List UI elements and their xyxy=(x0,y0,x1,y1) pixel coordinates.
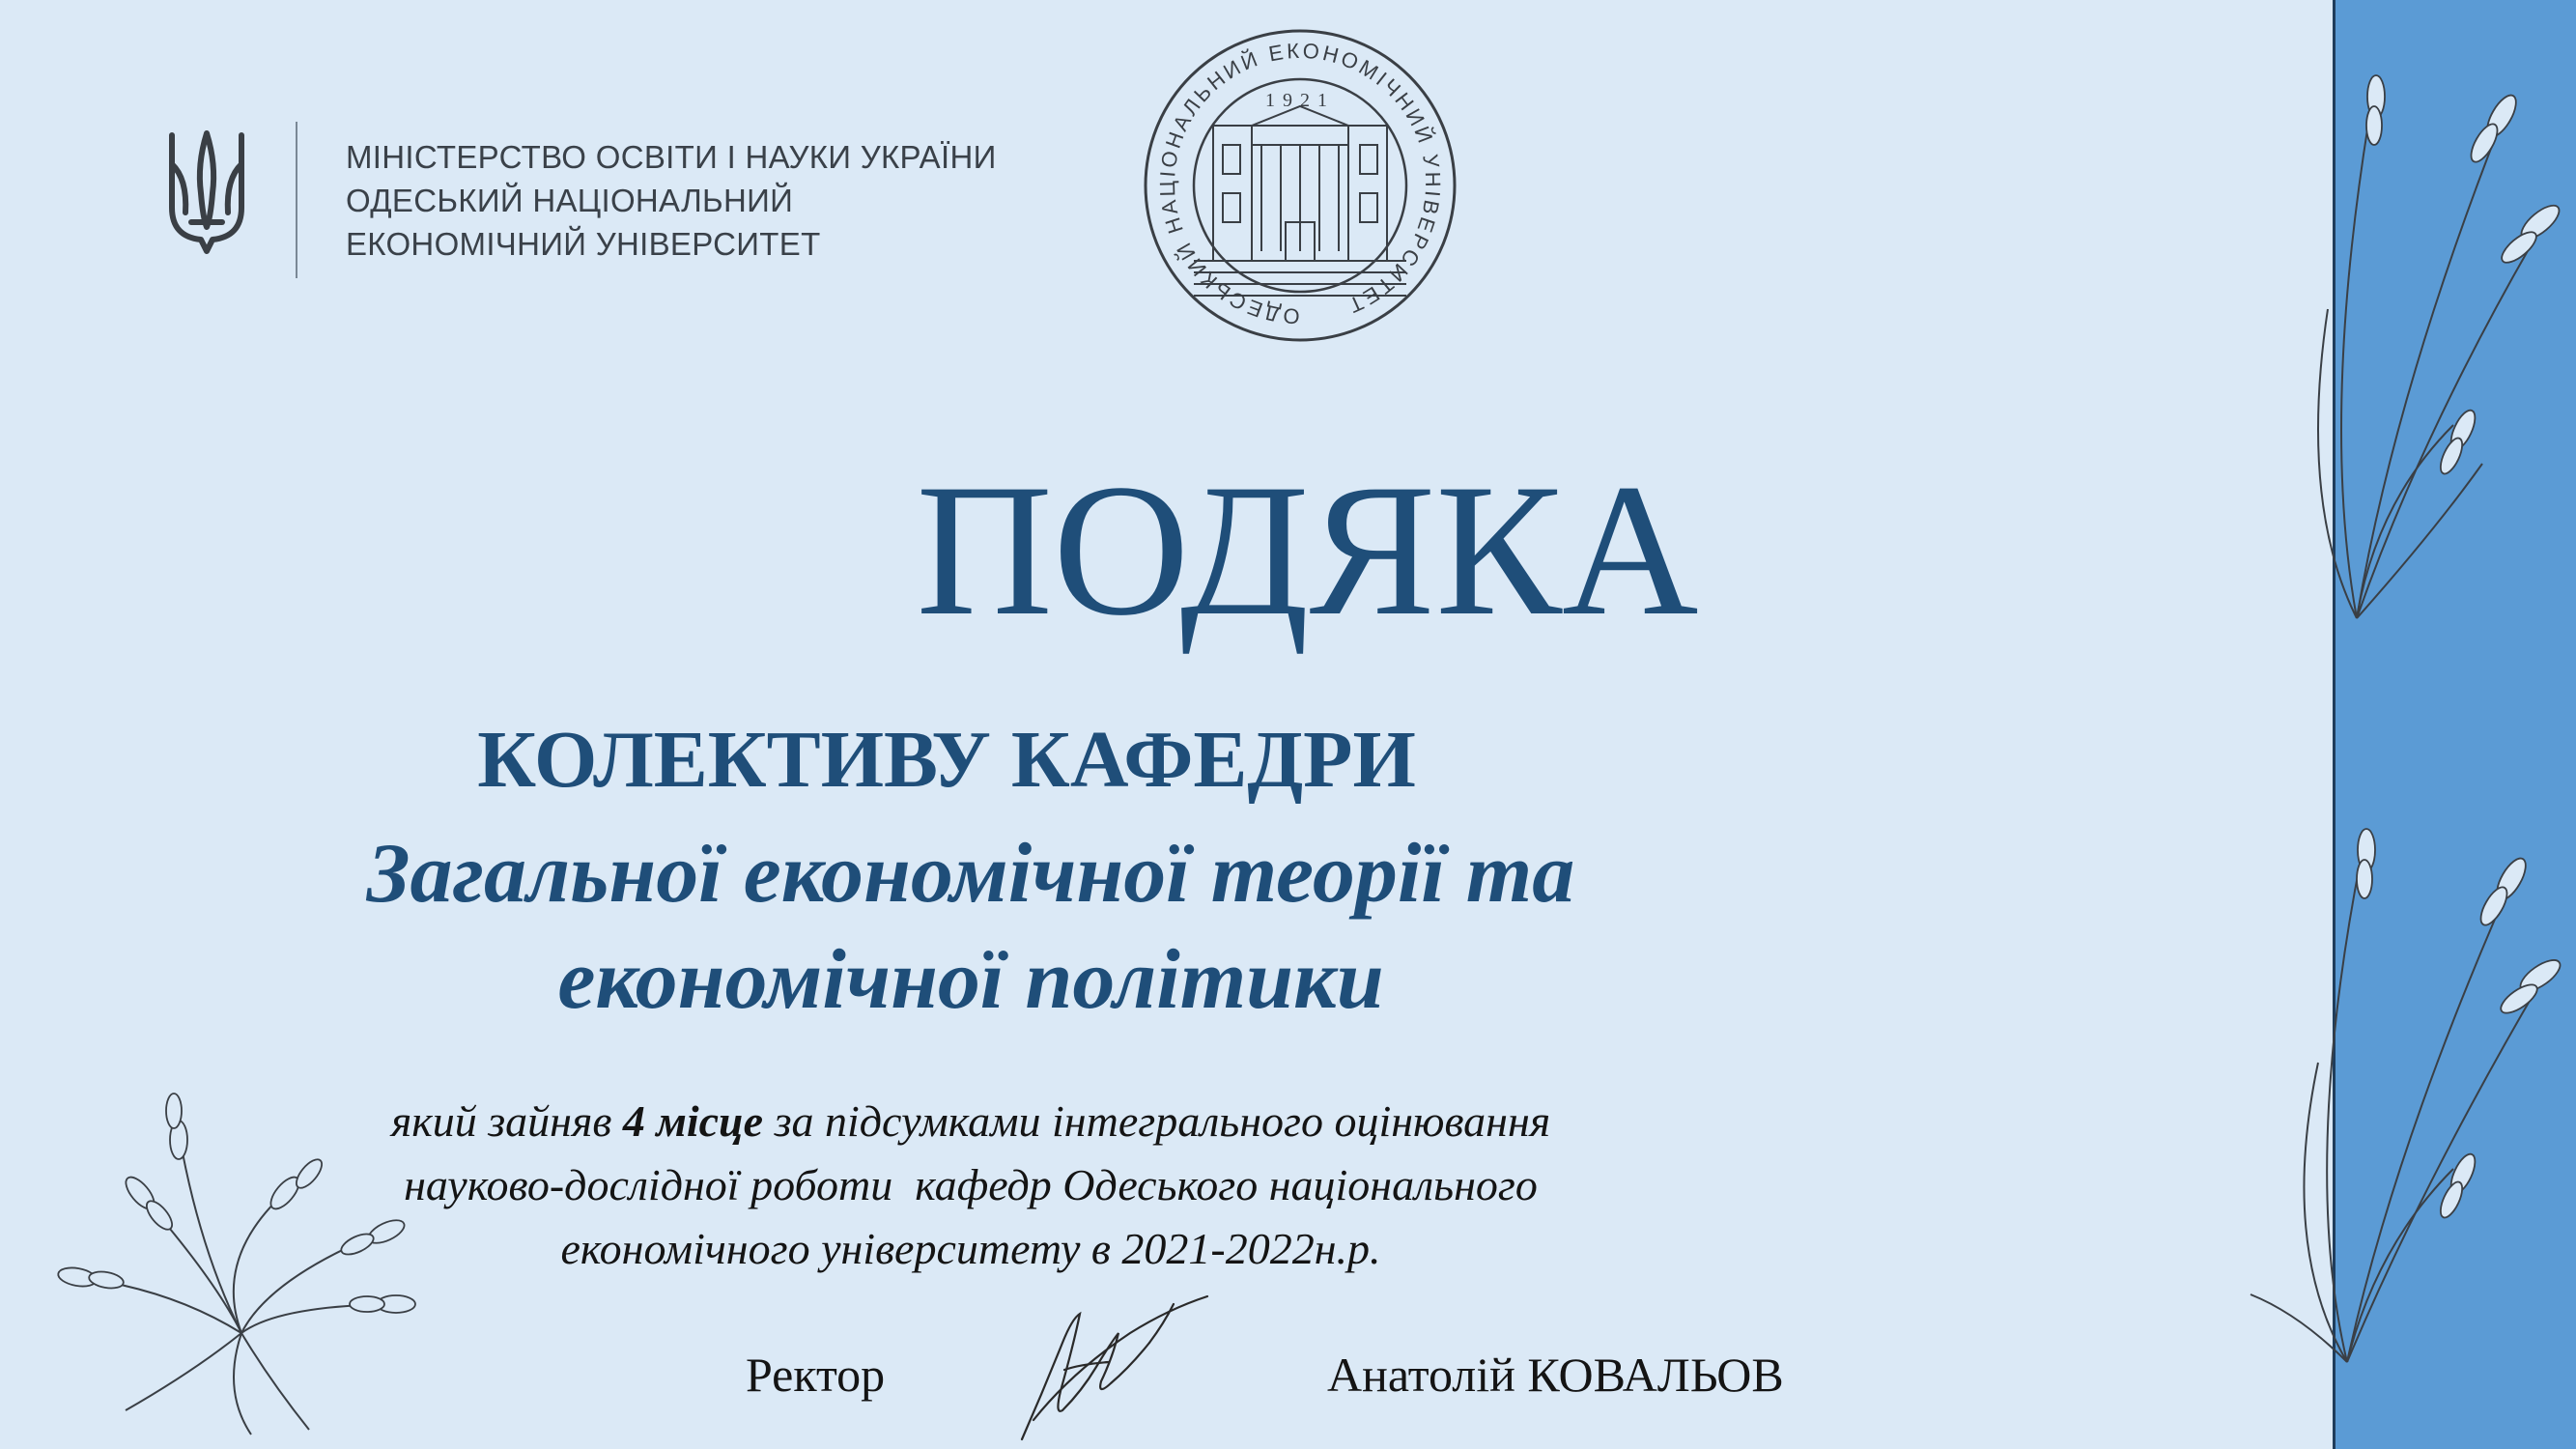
citation-line-2: науково-дослідної роботи кафедр Одеського національного xyxy=(404,1160,1538,1209)
ministry-line: ЕКОНОМІЧНИЙ УНІВЕРСИТЕТ xyxy=(346,226,821,262)
header-divider xyxy=(296,122,297,278)
wheat-ornament-left xyxy=(19,1082,425,1439)
university-seal xyxy=(1136,19,1464,353)
ministry-line: ОДЕСЬКИЙ НАЦІОНАЛЬНИЙ xyxy=(346,183,794,218)
citation-line-3: економічного університету в 2021-2022н.р. xyxy=(560,1224,1381,1273)
trident-icon xyxy=(162,126,251,266)
ministry-text xyxy=(346,135,997,266)
department-line: Загальної економічної теорії та xyxy=(366,827,1575,921)
signatory-title: Ректор xyxy=(746,1348,886,1402)
department-line: економічної політики xyxy=(557,933,1384,1027)
handwritten-signature xyxy=(1005,1275,1217,1449)
signatory-name: Анатолій КОВАЛЬОВ xyxy=(1327,1348,1784,1402)
department-name xyxy=(0,821,1941,1034)
place-highlight: 4 місце xyxy=(622,1096,764,1146)
page-title: ПОДЯКА xyxy=(916,445,1699,655)
recipient-heading: КОЛЕКТИВУ КАФЕДРИ xyxy=(477,715,1416,805)
citation-text-part: за підсумками інтегрального оцінювання xyxy=(763,1096,1551,1146)
seal-year: 1921 xyxy=(1265,90,1335,111)
wheat-ornament-right-top xyxy=(2260,19,2576,638)
wheat-ornament-right-bottom xyxy=(2231,792,2576,1372)
seal-text: ОДЕСЬКИЙ НАЦІОНАЛЬНИЙ ЕКОНОМІЧНИЙ УНІВЕРСИТЕТ xyxy=(1154,38,1446,329)
ministry-line: МІНІСТЕРСТВО ОСВІТИ І НАУКИ УКРАЇНИ xyxy=(346,139,997,175)
citation-text-part: який зайняв xyxy=(390,1096,623,1146)
